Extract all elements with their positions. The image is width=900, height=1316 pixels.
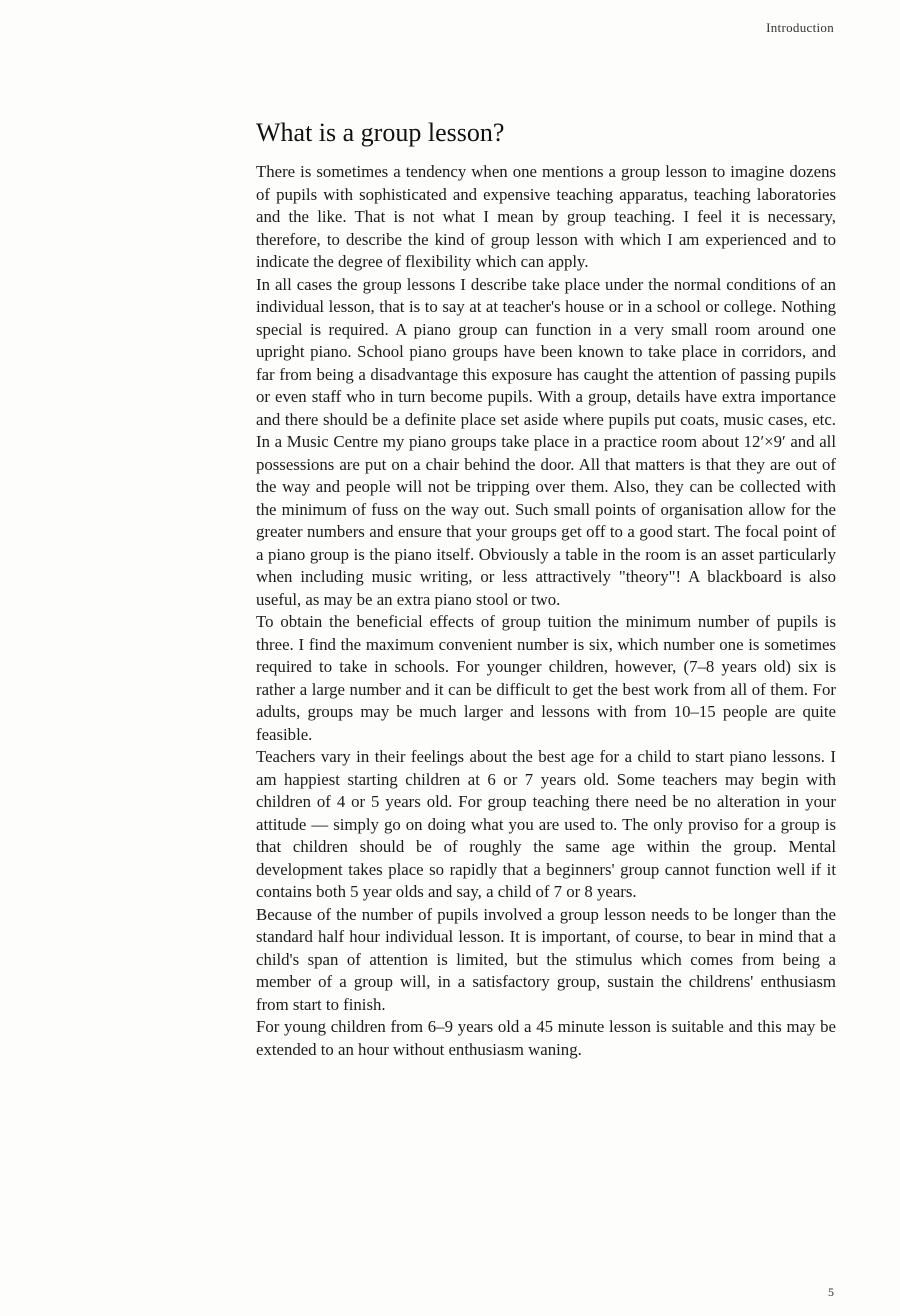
- paragraph-young-children-duration: For young children from 6–9 years old a 45 minute lesson is suitable and this may be extended to an hour without enthusiasm waning.: [256, 1017, 836, 1059]
- paragraph-lesson-venue: In all cases the group lessons I describe take place under the normal conditions of an individual lesson, that is to say at at teacher's house or in a school or college. Nothing special is required. A piano group can function in a very small room around one upright piano. School piano groups have been known to take place in corridors, and far from being a disadvantage this exposure has caught the attention of passing pupils or even staff who in turn become pupils. With a group, details have extra importance and there should be a definite place set aside where pupils put coats, music cases, etc. In a Music Centre my piano groups take place in a practice room about 12′×9′ and all possessions are put on a chair behind the door. All that matters is that they are out of the way and people will not be tripping over them. Also, they can be collected with the minimum of fuss on the way out. Such small points of organisation allow for the greater numbers and ensure that your groups get off to a good start. The focal point of a piano group is the piano itself. Obviously a table in the room is an asset particularly when including music writing, or less attractively "theory"! A blackboard is also useful, as may be an extra piano stool or two.: [256, 274, 836, 609]
- body-text-column: [256, 116, 836, 1061]
- paragraph-starting-age: Teachers vary in their feelings about the best age for a child to start piano lessons. I am happiest starting children at 6 or 7 years old. Some teachers may begin with children of 4 or 5 years old. For group teaching there need be no alteration in your attitude — simply go on doing what you are used to. The only proviso for a group is that children should be of roughly the same age within the group. Mental development takes place so rapidly that a beginners' group cannot function well if it contains both 5 year olds and say, a child of 7 or 8 years.: [256, 747, 836, 901]
- paragraph-group-lesson-definition: There is sometimes a tendency when one mentions a group lesson to imagine dozens of pupils with sophisticated and expensive teaching apparatus, teaching laboratories and the like. That is not what I mean by group teaching. I feel it is necessary, therefore, to describe the kind of group lesson with which I am experienced and to indicate the degree of flexibility which can apply.: [256, 162, 836, 271]
- running-head: Introduction: [766, 20, 834, 35]
- page-number: 5: [828, 1285, 834, 1299]
- paragraph-group-size: To obtain the beneficial effects of group tuition the minimum number of pupils is three. I find the maximum convenient number is six, which number one is sometimes required to take in schools. For younger children, however, (7–8 years old) six is rather a large number and it can be difficult to get the best work from all of them. For adults, groups may be much larger and lessons with from 10–15 people are quite feasible.: [256, 612, 836, 744]
- section-title: What is a group lesson?: [256, 118, 505, 147]
- paragraph-lesson-length: Because of the number of pupils involved a group lesson needs to be longer than the standard half hour individual lesson. It is important, of course, to bear in mind that a child's span of attention is limited, but the stimulus which comes from being a member of a group will, in a satisfactory group, sustain the childrens' enthusiasm from start to finish.: [256, 904, 836, 1014]
